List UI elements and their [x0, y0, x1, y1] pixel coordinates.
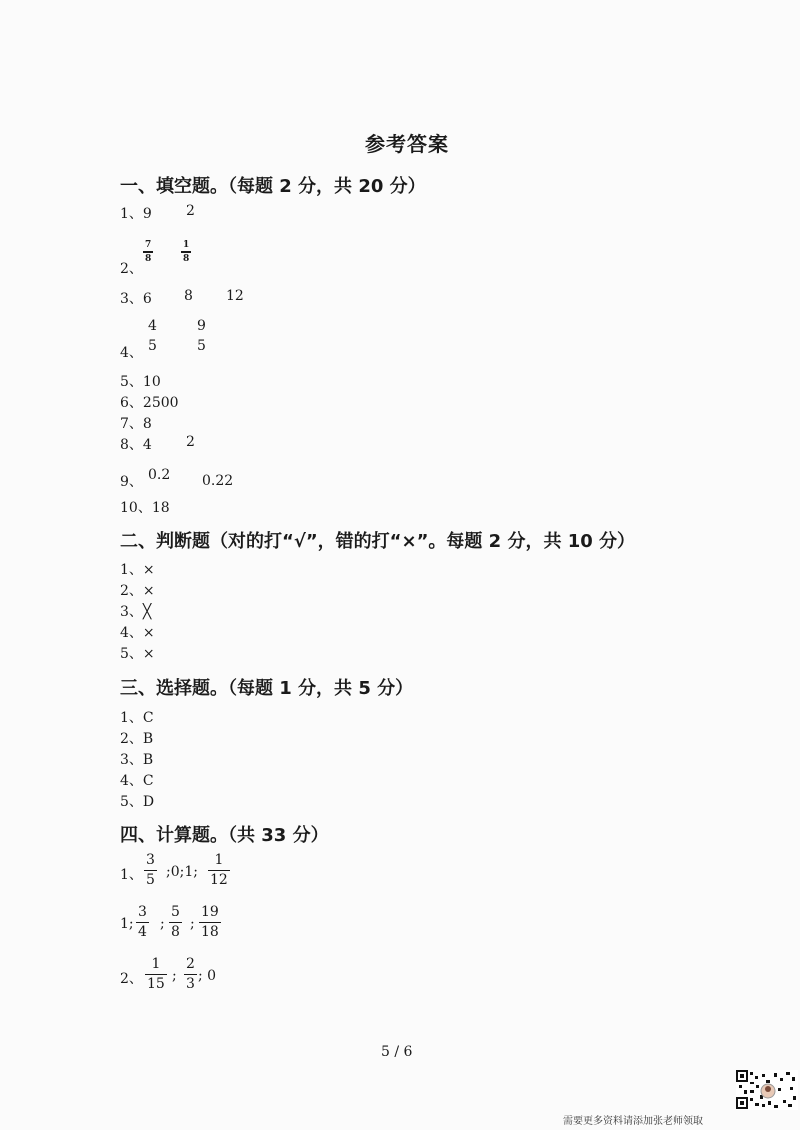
- numerator: 3: [146, 852, 155, 868]
- denominator: 15: [147, 976, 165, 992]
- fill-q9-answer-b: 0.22: [202, 473, 234, 489]
- section-choice-heading: 三、选择题。（每题 1 分，共 5 分）: [120, 678, 414, 699]
- denominator: 8: [183, 254, 190, 264]
- calc-line1-middle: ;0;1;: [166, 864, 198, 880]
- fill-q3-label: 3、6: [120, 291, 152, 307]
- fill-q4-fraction-1: [146, 318, 159, 355]
- calc-line3-fraction-2: [184, 956, 197, 993]
- fill-q8-answer-b: 2: [186, 434, 195, 450]
- calc-line2-label: 1;: [120, 916, 134, 932]
- fill-q3-answer-b: 8: [184, 288, 193, 304]
- fill-q2-label: 2、: [120, 261, 143, 277]
- denominator: 8: [145, 254, 152, 264]
- section-fill-heading: 一、填空题。（每题 2 分，共 20 分）: [120, 176, 426, 197]
- section-judge-heading: 二、判断题（对的打“√”，错的打“×”。每题 2 分，共 10 分）: [120, 531, 636, 552]
- numerator: 1: [214, 852, 224, 868]
- denominator: 8: [171, 924, 180, 940]
- denominator: 12: [210, 872, 228, 888]
- judge-item-5: 5、×: [120, 646, 155, 662]
- calc-line2-fraction-3: [199, 904, 221, 941]
- fraction-bar: [184, 974, 197, 975]
- fraction-bar: [144, 870, 157, 871]
- fill-q2-fraction-2: [181, 240, 191, 264]
- fraction-bar: [199, 922, 221, 923]
- calc-line3-sep-1: ;: [172, 968, 177, 984]
- calc-line3-tail: ; 0: [198, 968, 217, 984]
- denominator: 5: [146, 872, 155, 888]
- fill-q1-label: 1、9: [120, 206, 152, 222]
- calc-line1-fraction-2: [208, 852, 230, 889]
- promo-text: 需要更多资料请添加张老师领取: [563, 1116, 703, 1127]
- calc-line1-fraction-1: [144, 852, 157, 889]
- numerator: 4: [148, 318, 157, 334]
- numerator: 1: [151, 956, 161, 972]
- fraction-bar: [181, 251, 191, 253]
- numerator: 7: [145, 240, 152, 250]
- fill-q5: 5、10: [120, 374, 161, 390]
- fraction-bar: [146, 336, 159, 337]
- fill-q7: 7、8: [120, 416, 152, 432]
- choice-item-1: 1、C: [120, 710, 154, 726]
- fraction-bar: [208, 870, 230, 871]
- denominator: 18: [201, 924, 219, 940]
- calc-line2-fraction-2: [169, 904, 182, 941]
- calc-line3-fraction-1: [145, 956, 167, 993]
- choice-item-3: 3、B: [120, 752, 154, 768]
- fraction-bar: [136, 922, 149, 923]
- denominator: 3: [186, 976, 195, 992]
- fill-q3-answer-c: 12: [226, 288, 244, 304]
- numerator: 5: [171, 904, 180, 920]
- fraction-bar: [195, 336, 208, 337]
- fraction-bar: [143, 251, 153, 253]
- calc-line2-sep-1: ;: [160, 916, 165, 932]
- judge-item-1: 1、×: [120, 562, 155, 578]
- choice-item-4: 4、C: [120, 773, 154, 789]
- calc-line2-sep-2: ;: [190, 916, 195, 932]
- page-title: 参考答案: [365, 132, 449, 156]
- fill-q9-label: 9、: [120, 474, 143, 490]
- judge-item-3: 3、╳: [120, 604, 152, 620]
- page-number: 5 / 6: [381, 1044, 413, 1060]
- section-calc-heading: 四、计算题。（共 33 分）: [120, 825, 329, 846]
- fraction-bar: [145, 974, 167, 975]
- calc-line3-label: 2、: [120, 971, 143, 987]
- fraction-bar: [169, 922, 182, 923]
- fill-q8-label: 8、4: [120, 437, 152, 453]
- fill-q2-fraction-1: [143, 240, 153, 264]
- judge-item-4: 4、×: [120, 625, 155, 641]
- denominator: 5: [197, 338, 206, 354]
- fill-q4-fraction-2: [195, 318, 208, 355]
- fill-q1-answer-b: 2: [186, 203, 195, 219]
- numerator: 19: [201, 904, 219, 920]
- numerator: 9: [197, 318, 206, 334]
- numerator: 3: [138, 904, 147, 920]
- fill-q9-answer-a: 0.2: [148, 467, 171, 483]
- numerator: 1: [183, 240, 190, 250]
- denominator: 5: [148, 338, 157, 354]
- fill-q6: 6、2500: [120, 395, 179, 411]
- judge-item-2: 2、×: [120, 583, 155, 599]
- choice-item-2: 2、B: [120, 731, 154, 747]
- qr-code-icon: [736, 1070, 798, 1110]
- fill-q10: 10、18: [120, 500, 170, 516]
- calc-line2-fraction-1: [136, 904, 149, 941]
- numerator: 2: [186, 956, 195, 972]
- choice-item-5: 5、D: [120, 794, 155, 810]
- fill-q4-label: 4、: [120, 345, 143, 361]
- denominator: 4: [138, 924, 147, 940]
- calc-line1-label: 1、: [120, 867, 143, 883]
